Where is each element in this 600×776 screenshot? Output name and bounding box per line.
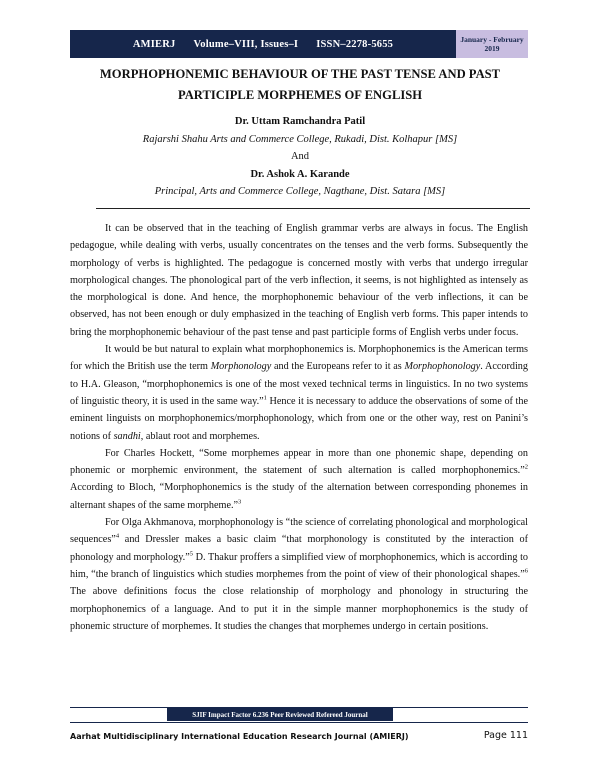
p4-text-c: D. Thakur proffers a simplified view of morphophonemics, which is according to him, “the branch of linguistics which studies morphemes from the point of view of their phonological shapes.” xyxy=(70,551,529,580)
p2-text-a: It would be but natural to explain what morphophonemics is. Morphophonemics is the American terms for which the British use the term xyxy=(70,344,528,373)
term-morphonology: Morphonology xyxy=(210,361,272,373)
p2-text-b: and the Europeans refer to it as xyxy=(271,361,405,373)
paragraph-2 xyxy=(70,341,528,445)
header-journal: AMIERJ xyxy=(132,38,176,50)
footnote-ref-1: 1 xyxy=(263,394,267,402)
footnote-ref-2: 2 xyxy=(524,463,528,471)
header-volume: Volume–VIII, Issues–I xyxy=(193,38,299,50)
paper-title xyxy=(60,64,540,106)
author-1-name: Dr. Uttam Ramchandra Patil xyxy=(234,116,366,127)
p2-text-e: , ablaut root and morphemes. xyxy=(140,430,260,442)
header-issn: ISSN–2278-5655 xyxy=(316,38,394,50)
title-line-1: MORPHOPHONEMIC BEHAVIOUR OF THE PAST TENSE AND PAST xyxy=(99,67,501,81)
page-number: Page 111 xyxy=(483,730,528,741)
footnote-ref-4: 4 xyxy=(115,532,120,540)
author-1-affiliation: Rajarshi Shahu Arts and Commerce College, Rukadi, Dist. Kolhapur [MS] xyxy=(142,133,458,145)
article-body xyxy=(70,220,528,635)
paragraph-4 xyxy=(70,514,528,635)
footer-journal-name: Aarhat Multidisciplinary International Education Research Journal (AMIERJ) xyxy=(70,732,409,741)
author-2-name: Dr. Ashok A. Karande xyxy=(250,168,350,180)
footnote-ref-6: 6 xyxy=(524,567,528,575)
header-info xyxy=(70,30,456,58)
title-line-2: PARTICIPLE MORPHEMES OF ENGLISH xyxy=(177,88,423,102)
footnote-ref-5: 5 xyxy=(189,550,194,558)
author-conjunction: And xyxy=(290,151,310,162)
footnote-ref-3: 3 xyxy=(238,498,242,506)
author-2-affiliation: Principal, Arts and Commerce College, Nagthane, Dist. Satara [MS] xyxy=(154,186,446,197)
term-sandhi: sandhi xyxy=(113,430,141,442)
p2-text-d: Hence it is necessary to adduce the observations of some of the eminent linguists on morphophonemics/morphophonology, which from one or the other way, rest on Panini’s notions of xyxy=(70,395,528,442)
p3-text-a: For Charles Hockett, “Some morphemes appear in more than one phonemic shape, depending on phonemic or morphemic environment, the statement of such alternation is called morphophonemics.” xyxy=(70,447,528,477)
p4-text-b: and Dressler makes a basic claim “that morphonology is constituted by the interaction of phonology and morphology.” xyxy=(70,534,528,563)
journal-header xyxy=(70,30,528,58)
impact-factor-label: SJIF Impact Factor 6.236 Peer Reviewed Refereed Journal xyxy=(167,708,393,721)
header-date: January - February 2019 xyxy=(456,30,528,58)
paragraph-1: It can be observed that in the teaching of English grammar verbs are always in focus. The English pedagogue, while dealing with verbs, usually concentrates on the tenses and the verb forms. Subsequently the morphology of verbs is highlighted. The pedagogue is concerned mostly with verbs that undergo irregular morphological changes. The phonological part of the verb inflection, it seems, is not highlighted as intensely as the morphological is done. And hence, the morphophonemic behaviour of the verb inflections, it can be observed, has not been enough or duly emphasized in the teaching of English verb forms. This paper intends to bring the morphophonemic behaviour of the past tense and past participle forms of English verbs under focus. xyxy=(70,223,528,338)
p3-text-b: According to Bloch, “Morphophonemics is the study of the alternation between corresponding phonemes in alternant shapes of the same morpheme.” xyxy=(70,482,528,511)
paragraph-3 xyxy=(70,445,528,514)
p4-text-d: The above definitions focus the close relationship of morphology and phonology in structuring the morphophonemics of a language. And to put it in the simple manner morphophonemics is the study of phonemic structure of morphemes. It studies the changes that morphemes undergo in certain positions. xyxy=(70,586,528,632)
p4-text-a: For Olga Akhmanova, morphophonology is “the science of correlating phonological and morphological sequences” xyxy=(70,517,528,546)
section-divider xyxy=(96,208,530,209)
author-block xyxy=(60,113,540,201)
p2-text-c: . According to H.A. Gleason, “morphophonemics is one of the most vexed technical terms in linguistics. In no two systems of linguistic theory, it is used in the same way.” xyxy=(70,361,528,407)
term-morphophonology: Morphophonology xyxy=(404,361,481,373)
